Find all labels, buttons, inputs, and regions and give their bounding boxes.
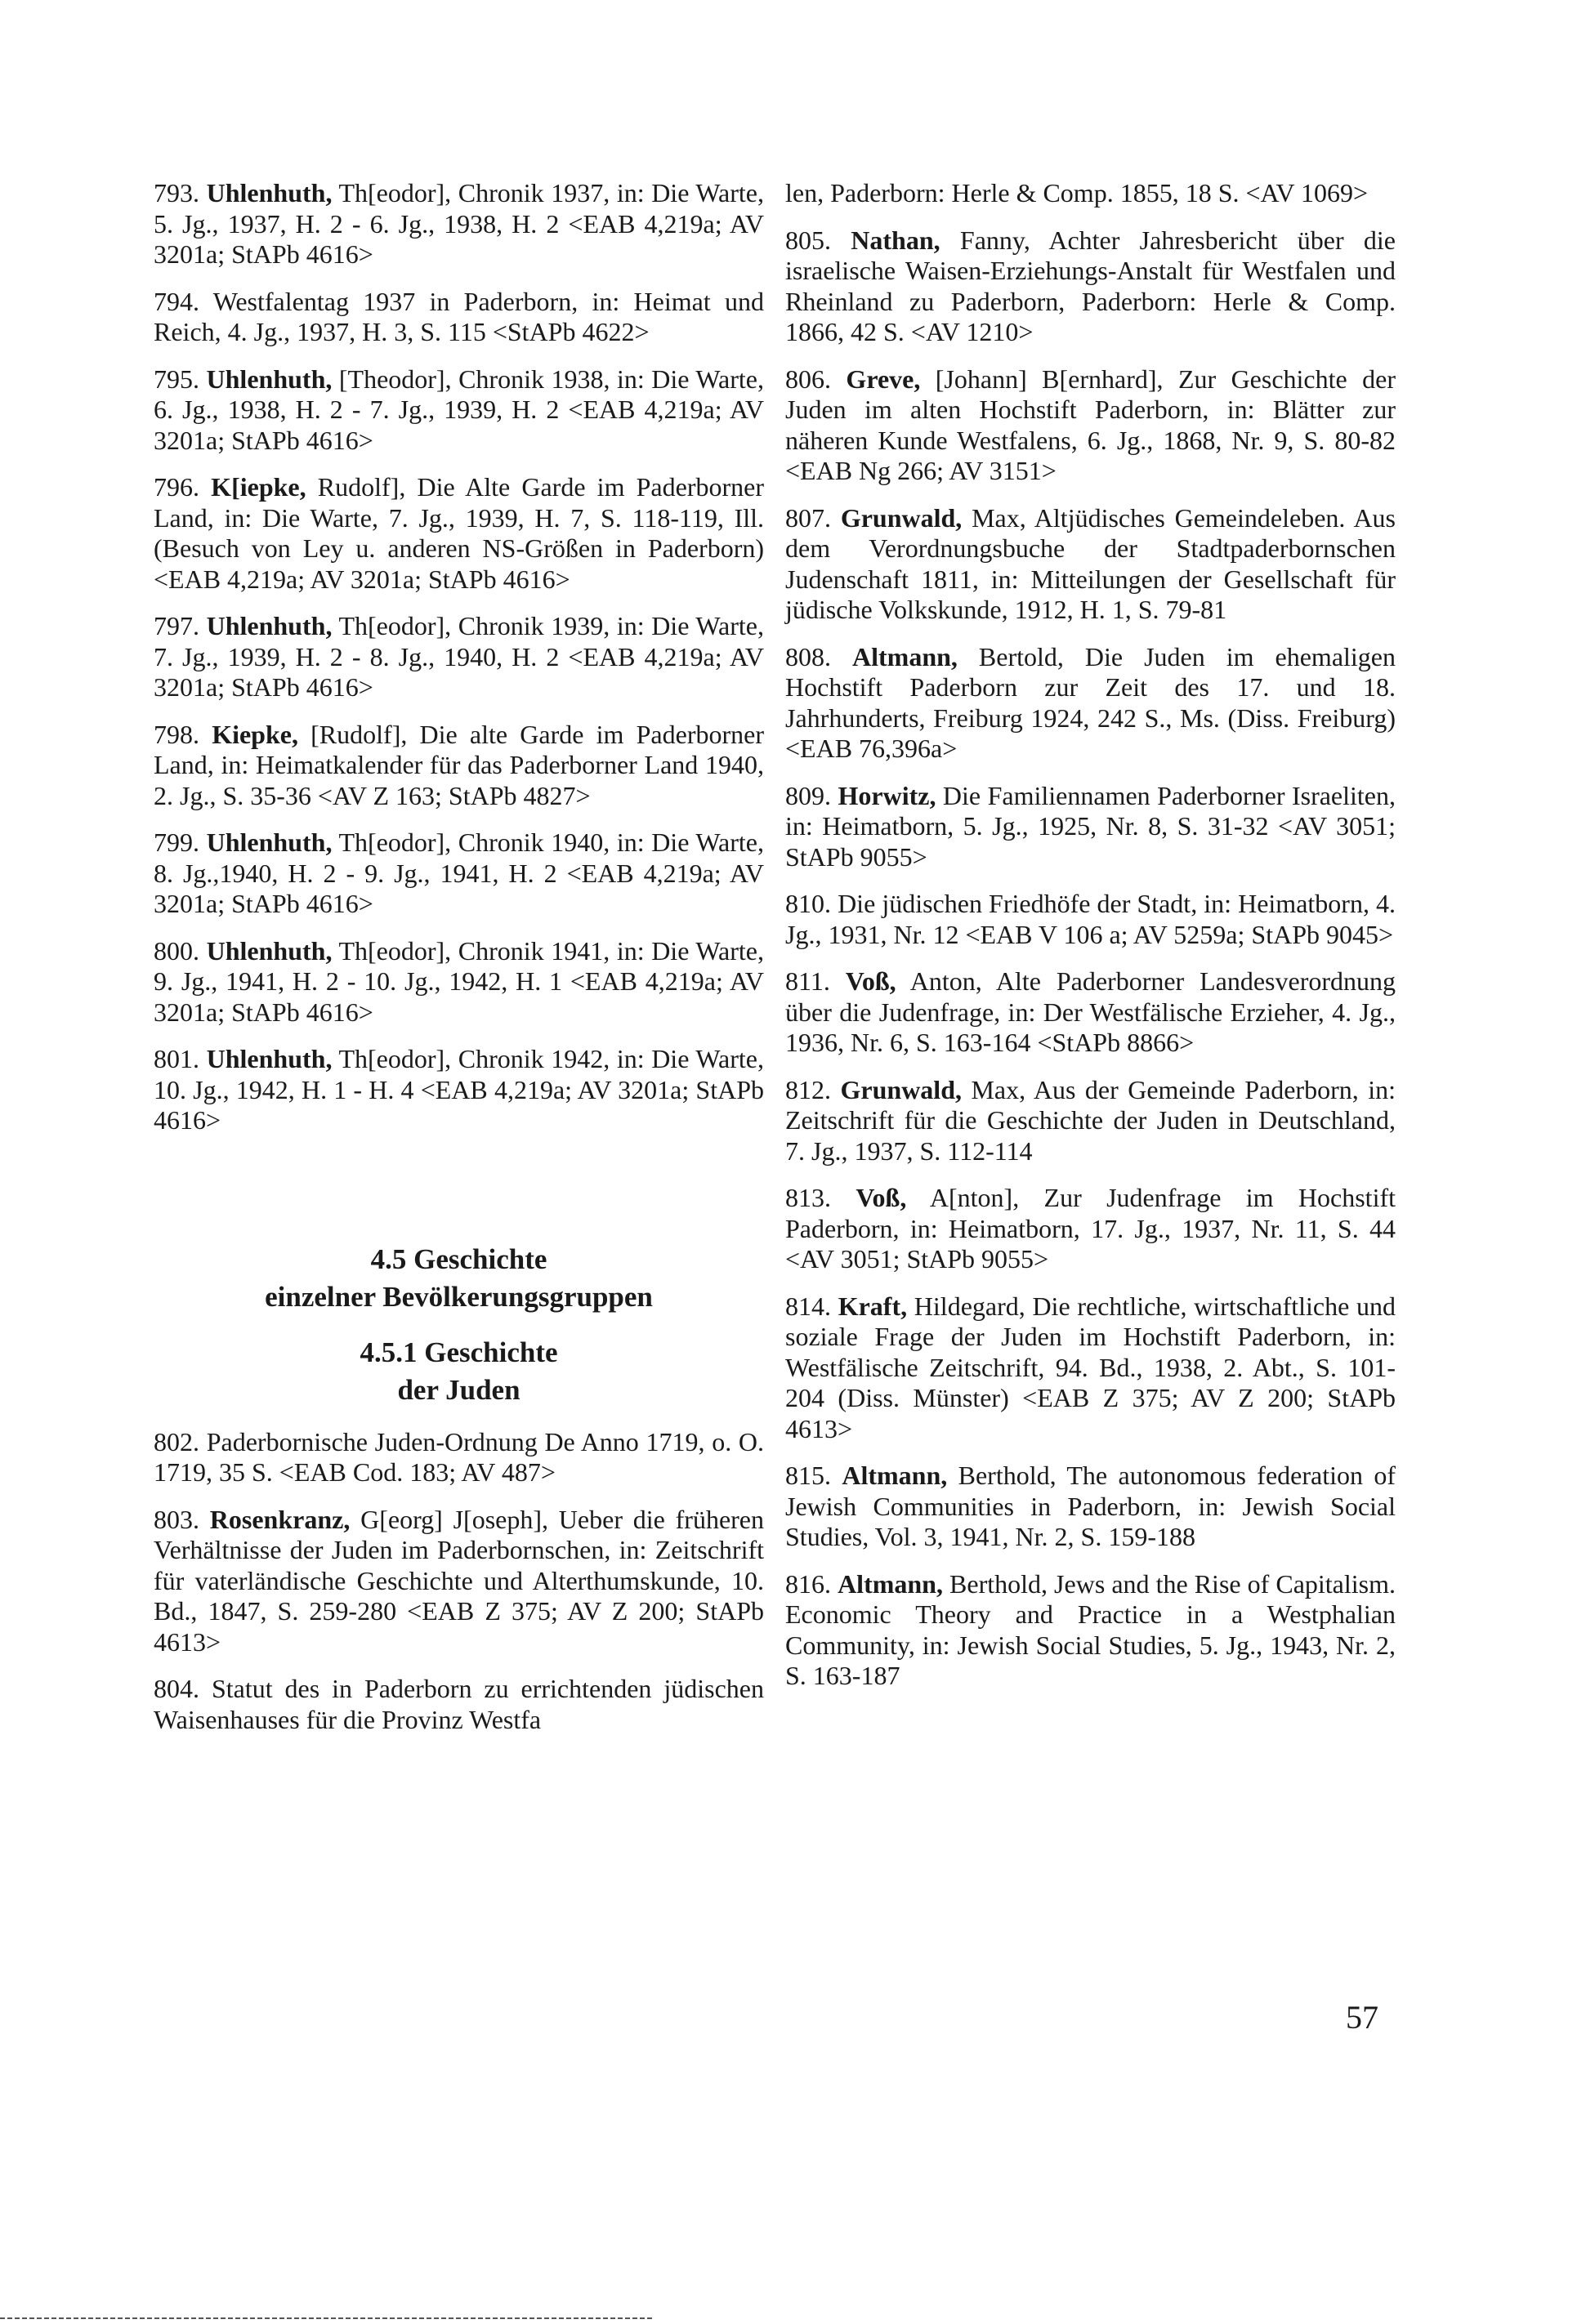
bibliography-entry xyxy=(154,936,764,1028)
entry-number: 805. xyxy=(785,225,831,255)
bibliography-entry xyxy=(154,364,764,457)
entry-text: Max, Aus der Gemeinde Paderborn, in: Zeitschrift für die Geschichte der Juden in Deutschland, 7. Jg., 1937, S. 112-114 xyxy=(785,1074,1396,1166)
entry-number: 814. xyxy=(785,1291,831,1321)
bibliography-entry xyxy=(785,1461,1396,1553)
entry-text: Die Familiennamen Paderborner Israeliten, in: Heimatborn, 5. Jg., 1925, Nr. 8, S. 31-32 <AV 3051; StAPb 9055> xyxy=(785,780,1396,872)
entry-author: Voß, xyxy=(845,966,896,996)
entry-author: Uhlenhuth, xyxy=(206,364,333,394)
entry-author: Altmann, xyxy=(838,1568,943,1599)
entry-text: Statut des in Paderborn zu errichtenden jüdischen Waisenhauses für die Provinz Westfa xyxy=(154,1674,765,1734)
bibliography-entry xyxy=(154,720,764,812)
left-column xyxy=(154,178,764,1751)
entry-text: Bertold, Die Juden im ehemaligen Hochstift Paderborn zur Zeit des 17. und 18. Jahrhunderts, Freiburg 1924, 242 S., Ms. (Diss. Freiburg) <EAB 76,396a> xyxy=(785,641,1396,763)
bibliography-entry xyxy=(154,472,764,595)
bibliography-entry xyxy=(785,503,1396,626)
entry-text: Berthold, Jews and the Rise of Capitalism. Economic Theory and Practice in a Westphalian Community, in: Jewish Social Studies, 5. Jg., 1943, Nr. 2, S. 163-187 xyxy=(785,1568,1396,1690)
bibliography-entry xyxy=(154,827,764,920)
entry-number: 811. xyxy=(785,966,830,996)
entry-number: 815. xyxy=(785,1461,831,1490)
section-heading xyxy=(154,1241,764,1316)
entry-number: 798. xyxy=(154,719,199,749)
entry-number: 802. xyxy=(154,1426,199,1456)
entry-text: Anton, Alte Paderborner Landesverordnung über die Judenfrage, in: Der Westfälische Erzieher, 4. Jg., 1936, Nr. 6, S. 163-164 <StAPb 8866> xyxy=(785,966,1396,1057)
entry-author: Uhlenhuth, xyxy=(206,1044,333,1073)
bibliography-entry xyxy=(785,642,1396,765)
entry-text: G[eorg] J[oseph], Ueber die früheren Verhältnisse der Juden im Paderbornschen, in: Zeitschrift für vaterländische Geschichte und Alterthumskunde, 10. Bd., 1847, S. 259-280 <EAB Z 375; AV Z 200; StAPb 4613> xyxy=(154,1504,765,1657)
entry-text: Rudolf], Die Alte Garde im Paderborner Land, in: Die Warte, 7. Jg., 1939, H. 7, S. 118-119, Ill. (Besuch von Ley u. anderen NS-Größen in Paderborn) <EAB 4,219a; AV 3201a; StAPb 4616> xyxy=(154,472,765,594)
entry-author: K[iepke, xyxy=(211,472,306,502)
entry-author: Greve, xyxy=(846,364,921,394)
entry-author: Grunwald, xyxy=(840,502,963,533)
bibliography-entry xyxy=(785,178,1396,209)
entry-text: Paderbornische Juden-Ordnung De Anno 1719, o. O. 1719, 35 S. <EAB Cod. 183; AV 487> xyxy=(154,1426,765,1487)
entry-number: 810. xyxy=(785,889,831,918)
bibliography-entry xyxy=(785,1075,1396,1167)
entry-number: 812. xyxy=(785,1074,831,1104)
bibliography-entry xyxy=(785,889,1396,950)
entry-text: Die jüdischen Friedhöfe der Stadt, in: Heimatborn, 4. Jg., 1931, Nr. 12 <EAB V 106 a; AV 5259a; StAPb 9045> xyxy=(785,889,1396,949)
bibliography-entry xyxy=(785,1569,1396,1692)
entry-number: 813. xyxy=(785,1183,831,1212)
entry-author: Grunwald, xyxy=(840,1074,962,1104)
subsection-heading-line2: der Juden xyxy=(397,1373,520,1406)
bibliography-entry xyxy=(154,611,764,703)
bibliography-entry xyxy=(154,1427,764,1488)
bibliography-entry xyxy=(785,781,1396,873)
right-entries xyxy=(785,178,1396,1692)
entry-number: 801. xyxy=(154,1044,199,1073)
entry-number: 794. xyxy=(154,286,199,316)
entry-author: Horwitz, xyxy=(838,780,936,810)
entry-author: Kiepke, xyxy=(212,719,298,749)
bibliography-entry xyxy=(154,287,764,348)
bibliography-entry xyxy=(154,178,764,270)
bibliography-entry xyxy=(154,1674,764,1735)
entry-text: Hildegard, Die rechtliche, wirtschaftliche und soziale Frage der Juden im Hochstift Paderborn, in: Westfälische Zeitschrift, 94. Bd., 1938, 2. Abt., S. 101-204 (Diss. Münster) <EAB Z 375; AV Z 200; StAPb 4613> xyxy=(785,1291,1396,1443)
entry-number: 808. xyxy=(785,641,831,671)
left-entries-before xyxy=(154,178,764,1136)
entry-author: Uhlenhuth, xyxy=(206,827,333,857)
entry-text: Th[eodor], Chronik 1940, in: Die Warte, 8. Jg.,1940, H. 2 - 9. Jg., 1941, H. 2 <EAB 4,219a; AV 3201a; StAPb 4616> xyxy=(154,827,765,918)
bibliography-entry xyxy=(154,1044,764,1136)
entry-number: 799. xyxy=(154,827,199,857)
entry-author: Altmann, xyxy=(842,1461,948,1490)
subsection-heading-line1: 4.5.1 Geschichte xyxy=(360,1336,558,1368)
entry-text: A[nton], Zur Judenfrage im Hochstift Paderborn, in: Heimatborn, 17. Jg., 1937, Nr. 11, S. 44 <AV 3051; StAPb 9055> xyxy=(785,1183,1396,1274)
entry-number: 809. xyxy=(785,780,831,810)
entry-author: Voß, xyxy=(856,1183,907,1212)
entry-number: 800. xyxy=(154,935,199,966)
entry-number: 795. xyxy=(154,364,199,394)
entry-author: Nathan, xyxy=(851,225,940,255)
entry-number: 804. xyxy=(154,1674,199,1703)
entry-text: Th[eodor], Chronik 1939, in: Die Warte, 7. Jg., 1939, H. 2 - 8. Jg., 1940, H. 2 <EAB 4,219a; AV 3201a; StAPb 4616> xyxy=(154,611,765,702)
scan-artifact-line xyxy=(0,2317,654,2319)
entry-text: Westfalentag 1937 in Paderborn, in: Heimat und Reich, 4. Jg., 1937, H. 3, S. 115 <StAPb 4622> xyxy=(154,286,764,346)
bibliography-entry xyxy=(785,1183,1396,1275)
section-heading-line2: einzelner Bevölkerungsgruppen xyxy=(265,1280,653,1313)
bibliography-entry xyxy=(154,1505,764,1658)
entry-number: 803. xyxy=(154,1504,199,1534)
entry-number: 816. xyxy=(785,1568,831,1599)
entry-text: Max, Altjüdisches Gemeindeleben. Aus dem Verordnungsbuche der Stadtpaderbornschen Judenschaft 1811, in: Mitteilungen der Gesellschaft für jüdische Volkskunde, 1912, H. 1, S. 79-81 xyxy=(785,502,1396,624)
entry-number: 797. xyxy=(154,611,199,640)
entry-author: Kraft, xyxy=(838,1291,908,1321)
entry-text: Fanny, Achter Jahresbericht über die israelische Waisen-Erziehungs-Anstalt für Westfalen und Rheinland zu Paderborn, Paderborn: Herle & Comp. 1866, 42 S. <AV 1210> xyxy=(785,225,1396,346)
entry-text: len, Paderborn: Herle & Comp. 1855, 18 S. <AV 1069> xyxy=(785,178,1369,207)
entry-author: Rosenkranz, xyxy=(209,1504,351,1534)
bibliography-entry xyxy=(785,364,1396,487)
bibliography-entry xyxy=(785,1291,1396,1445)
entry-text: Th[eodor], Chronik 1937, in: Die Warte, 5. Jg., 1937, H. 2 - 6. Jg., 1938, H. 2 <EAB 4,219a; AV 3201a; StAPb 4616> xyxy=(154,178,765,269)
entry-author: Uhlenhuth, xyxy=(206,611,333,640)
entry-author: Altmann, xyxy=(852,641,958,671)
entry-number: 793. xyxy=(154,178,199,207)
entry-author: Uhlenhuth, xyxy=(206,935,333,966)
left-entries-after xyxy=(154,1427,764,1736)
entry-author: Uhlenhuth, xyxy=(206,178,333,207)
section-heading-line1: 4.5 Geschichte xyxy=(370,1242,547,1275)
bibliography-entry xyxy=(785,966,1396,1059)
entry-number: 807. xyxy=(785,502,831,533)
entry-text: [Rudolf], Die alte Garde im Paderborner Land, in: Heimatkalender für das Paderborner Land 1940, 2. Jg., S. 35-36 <AV Z 163; StAPb 4827> xyxy=(154,719,765,810)
page-number: 57 xyxy=(1346,1999,1378,2036)
entry-text: Berthold, The autonomous federation of Jewish Communities in Paderborn, in: Jewish Social Studies, Vol. 3, 1941, Nr. 2, S. 159-188 xyxy=(785,1461,1396,1551)
entry-number: 796. xyxy=(154,472,199,502)
entry-text: Th[eodor], Chronik 1941, in: Die Warte, 9. Jg., 1941, H. 2 - 10. Jg., 1942, H. 1 <EAB 4,219a; AV 3201a; StAPb 4616> xyxy=(154,935,765,1027)
entry-text: [Theodor], Chronik 1938, in: Die Warte, 6. Jg., 1938, H. 2 - 7. Jg., 1939, H. 2 <EAB 4,219a; AV 3201a; StAPb 4616> xyxy=(154,364,765,455)
entry-text: Th[eodor], Chronik 1942, in: Die Warte, 10. Jg., 1942, H. 1 - H. 4 <EAB 4,219a; AV 3201a; StAPb 4616> xyxy=(154,1044,765,1135)
bibliography-entry xyxy=(785,225,1396,348)
entry-number: 806. xyxy=(785,364,831,394)
right-column xyxy=(785,178,1396,1708)
subsection-heading xyxy=(154,1334,764,1409)
entry-text: [Johann] B[ernhard], Zur Geschichte der Juden im alten Hochstift Paderborn, in: Blätter zur näheren Kunde Westfalens, 6. Jg., 1868, Nr. 9, S. 80-82 <EAB Ng 266; AV 3151> xyxy=(785,364,1396,485)
